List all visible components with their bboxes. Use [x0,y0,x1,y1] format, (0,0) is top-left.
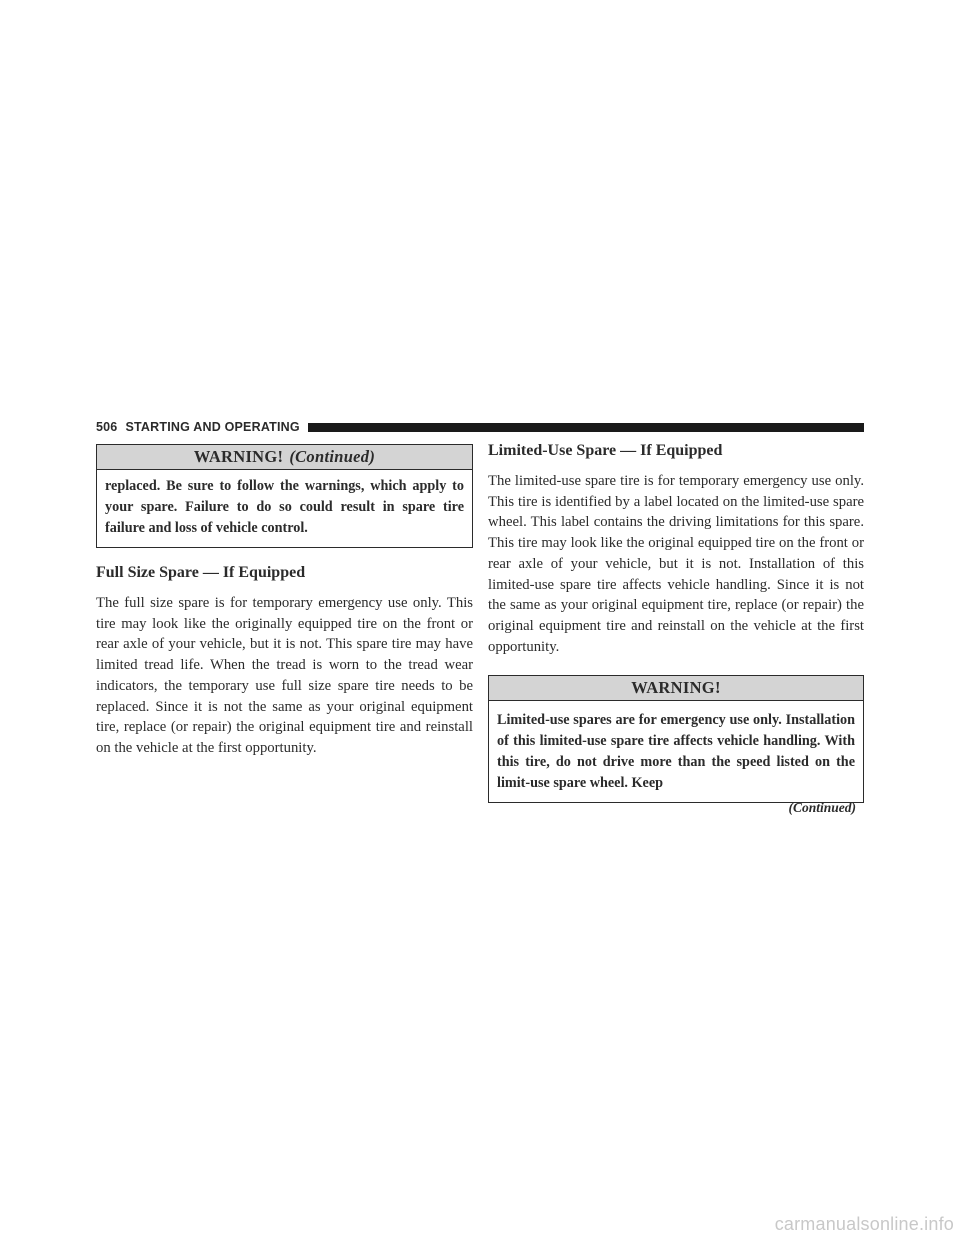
full-size-spare-heading: Full Size Spare — If Equipped [96,564,306,581]
section-title: STARTING AND OPERATING [125,420,300,434]
warning-body: replaced. Be sure to follow the warnings, which apply to your spare. Failure to do so could result in spare tire failure and loss of vehicle control. [105,478,464,536]
warning-header [489,676,863,701]
warning-box [488,675,864,803]
full-size-spare-paragraph: The full size spare is for temporary emergency use only. This tire may look like the originally equipped tire on the front or rear axle of your vehicle, but it is not. This spare tire may have limited tread life. When the tread is worn to the tread wear indicators, the temporary use full size spare tire needs to be replaced. Since it is not the same as your original equipment tire, replace (or repair) the original equipment tire and reinstall on the vehicle at the first opportunity. [96,595,473,756]
continued-label: (Continued) [788,800,856,815]
warning-title: WARNING! [631,678,721,698]
warning-title: WARNING! [193,447,284,466]
warning-box-continued [96,444,473,548]
warning-header [97,445,472,470]
limited-use-spare-paragraph: The limited-use spare tire is for temporary emergency use only. This tire is identified by a label located on the limited-use spare wheel. This label contains the driving limitations for this spare. This tire may look like the original equipped tire on the front or rear axle of your vehicle, but it is not. Installation of this limited-use spare tire affects vehicle handling. Since it is not the same as your original equipment tire, replace (or repair) the original equipment tire and reinstall on the vehicle at the first opportunity. [488,473,864,655]
limited-use-spare-heading: Limited-Use Spare — If Equipped [488,442,723,459]
page-number: 506 [96,420,118,434]
watermark: carmanualsonline.info [774,1214,954,1234]
left-column [96,444,473,759]
page-header [96,418,864,436]
warning-continued-label: (Continued) [289,447,376,466]
header-rule [308,423,864,432]
right-column [488,444,864,803]
warning-body: Limited-use spares are for emergency use only. Installation of this limited-use spare tire affects vehicle handling. With this tire, do not drive more than the speed listed on the limit-use spare wheel. Keep [497,712,855,792]
